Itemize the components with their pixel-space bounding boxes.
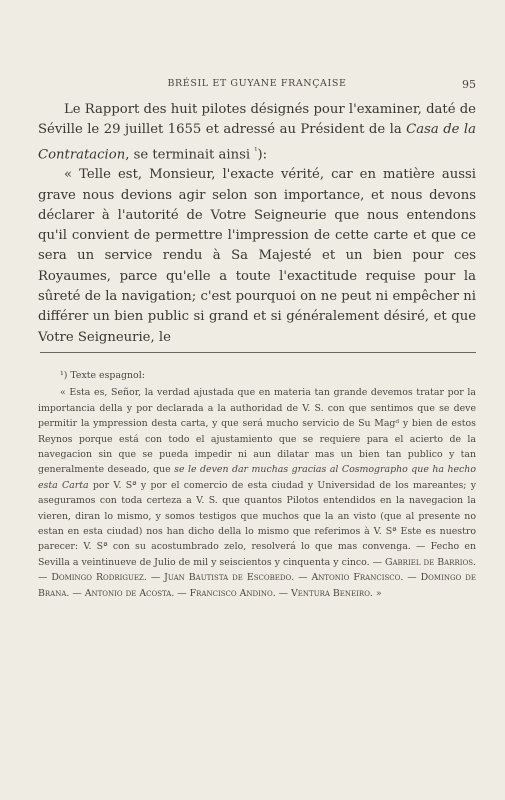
footnote-title: Texte espagnol:	[70, 370, 145, 381]
running-title: BRÉSIL ET GUYANE FRANÇAISE	[167, 78, 347, 89]
footnote-text-cont: por V. Sª y por el comercio de esta ciudad y Universidad de los mareantes; y aseguramos con toda certeza a V. S. que quantos Pilotos entendidos en la navegacion la vieren, diran lo mismo, y somos testigos que muchos que la an visto (que al presente no estan en esta ciudad) nos han dicho della lo mismo que referimos à V. Sª Este es nuestro parecer: V. Sª con su acostumbrado zelo, resolverá lo que mas convenga. — Fecho en Sevilla a veintinueve de Julio de mil y seiscientos y cinquenta y cinco. —	[38, 479, 477, 568]
casa-contratacion-italic: Casa de la Contratacion	[38, 122, 477, 162]
footnote-signatures: Gabriel de Barrios. — Domingo Rodriguez. — Juan Bautista de Escobedo. — Antonio Francisco. — Domingo de Brana. — Antonio de Acosta. — Francisco Andino. — Ventura Beneiro. »	[38, 556, 476, 599]
footnote-heading	[38, 368, 476, 383]
footnote	[38, 368, 476, 601]
paragraph-report	[38, 100, 476, 165]
page-number: 95	[462, 78, 476, 91]
footnote-reference: ¹	[254, 145, 258, 155]
footnote-italic-text: se le deven dar muchas gracias al Cosmographo que ha hecho esta Carta	[38, 464, 476, 491]
footnote-text: « Esta es, Señor, la verdad ajustada que en materia tan grande devemos tratar por la importancia della y por declarada a la authoridad de V. S. con que sentimos que se deve permitir la ympression desta carta, y que será mucho servicio de Su Magᵈ y bien de estos Reynos porque está con todo el ajustamiento que se requiere para el acierto de la navegacion sin que se pueda impedir ni aun dilatar mas un bien tan publico y tan generalmente deseado, que	[38, 387, 476, 476]
footnote-marker: ¹)	[60, 370, 68, 381]
paragraph-report-text-cont: , se terminait ainsi	[125, 146, 255, 162]
footnote-body	[38, 385, 476, 601]
footnote-separator	[40, 352, 476, 353]
paragraph-report-end: ):	[257, 146, 268, 162]
page-header	[38, 78, 476, 92]
main-text	[38, 100, 476, 348]
paragraph-quotation: « Telle est, Monsieur, l'exacte vérité, car en matière aussi grave nous devions agir selon son importance, et nous devons déclarer à l'autorité de Votre Seigneurie que nous entendons qu'il convient de permettre l'impression de cette carte et que ce sera un service rendu à Sa Majesté et un bien pour ces Royaumes, parce qu'elle a toute l'exactitude requise pour la sûreté de la navigation; c'est pourquoi on ne peut ni empêcher ni différer un bien public si grand et si généralement désiré, et que Votre Seigneurie, le	[38, 167, 476, 345]
paragraph-report-text: Le Rapport des huit pilotes désignés pour l'examiner, daté de Séville le 29 juillet 1655 et adressé au Président de la	[38, 102, 476, 138]
